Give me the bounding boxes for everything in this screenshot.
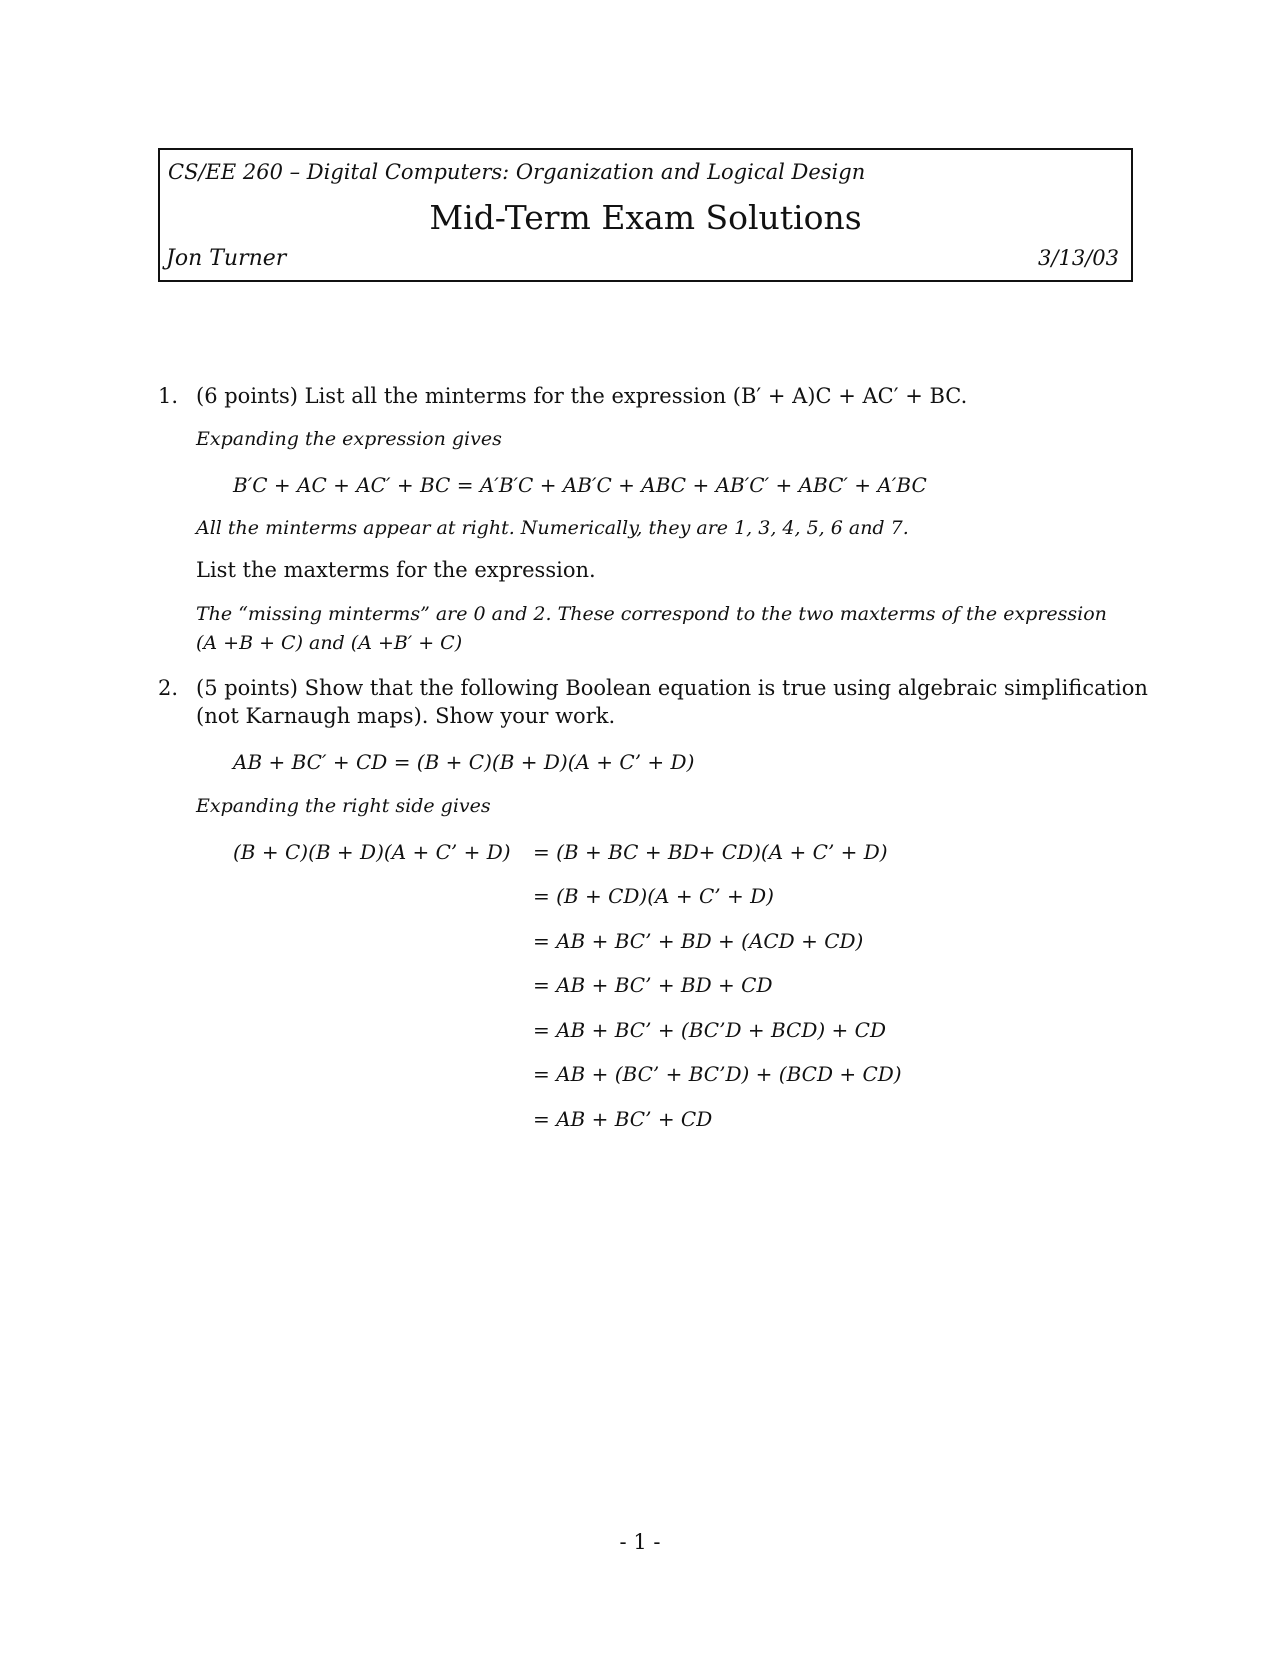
question-1-number: 1. [158,384,179,408]
page-number: - 1 - [619,1530,661,1554]
header-box [158,148,1133,282]
question-2-equation: AB + BC′ + CD = (B + C)(B + D)(A + C’ + D) [233,750,695,774]
derivation-step: = AB + BC’ + BD + (ACD + CD) [533,929,864,953]
question-1-intro: Expanding the expression gives [196,428,502,450]
date: 3/13/03 [1038,246,1119,270]
question-1-maxterm-prompt: List the maxterms for the expression. [196,558,596,582]
question-2-prompt-line-2: (not Karnaugh maps). Show your work. [196,704,616,728]
page-title: Mid-Term Exam Solutions [429,198,862,237]
author: Jon Turner [166,246,287,271]
derivation-step: = AB + (BC’ + BC’D) + (BCD + CD) [533,1062,902,1086]
derivation-step: = (B + BC + BD+ CD)(A + C’ + D) [533,840,888,864]
question-1-expansion: B′C + AC + AC′ + BC = A′B′C + AB′C + ABC + AB′C′ + ABC′ + A′BC [233,473,927,497]
question-1-minterms-answer: All the minterms appear at right. Numerically, they are 1, 3, 4, 5, 6 and 7. [196,517,909,539]
derivation-step: = AB + BC’ + CD [533,1107,713,1131]
question-1-maxterm-answer-line-2: (A +B + C) and (A +B′ + C) [196,632,463,654]
question-2-prompt-line-1: (5 points) Show that the following Boolean equation is true using algebraic simplification [196,676,1148,700]
question-2-number: 2. [158,676,179,700]
question-1-maxterm-answer-line-1: The “missing minterms” are 0 and 2. These correspond to the two maxterms of the expression [196,603,1107,625]
derivation-step: = AB + BC’ + (BC’D + BCD) + CD [533,1018,886,1042]
course-title: CS/EE 260 – Digital Computers: Organization and Logical Design [168,160,866,184]
question-2-intro: Expanding the right side gives [196,795,491,817]
derivation-step: = (B + CD)(A + C’ + D) [533,884,774,908]
question-2-lhs: (B + C)(B + D)(A + C’ + D) [233,840,511,864]
derivation-step: = AB + BC’ + BD + CD [533,973,773,997]
question-1-prompt: (6 points) List all the minterms for the expression (B′ + A)C + AC′ + BC. [196,384,968,408]
